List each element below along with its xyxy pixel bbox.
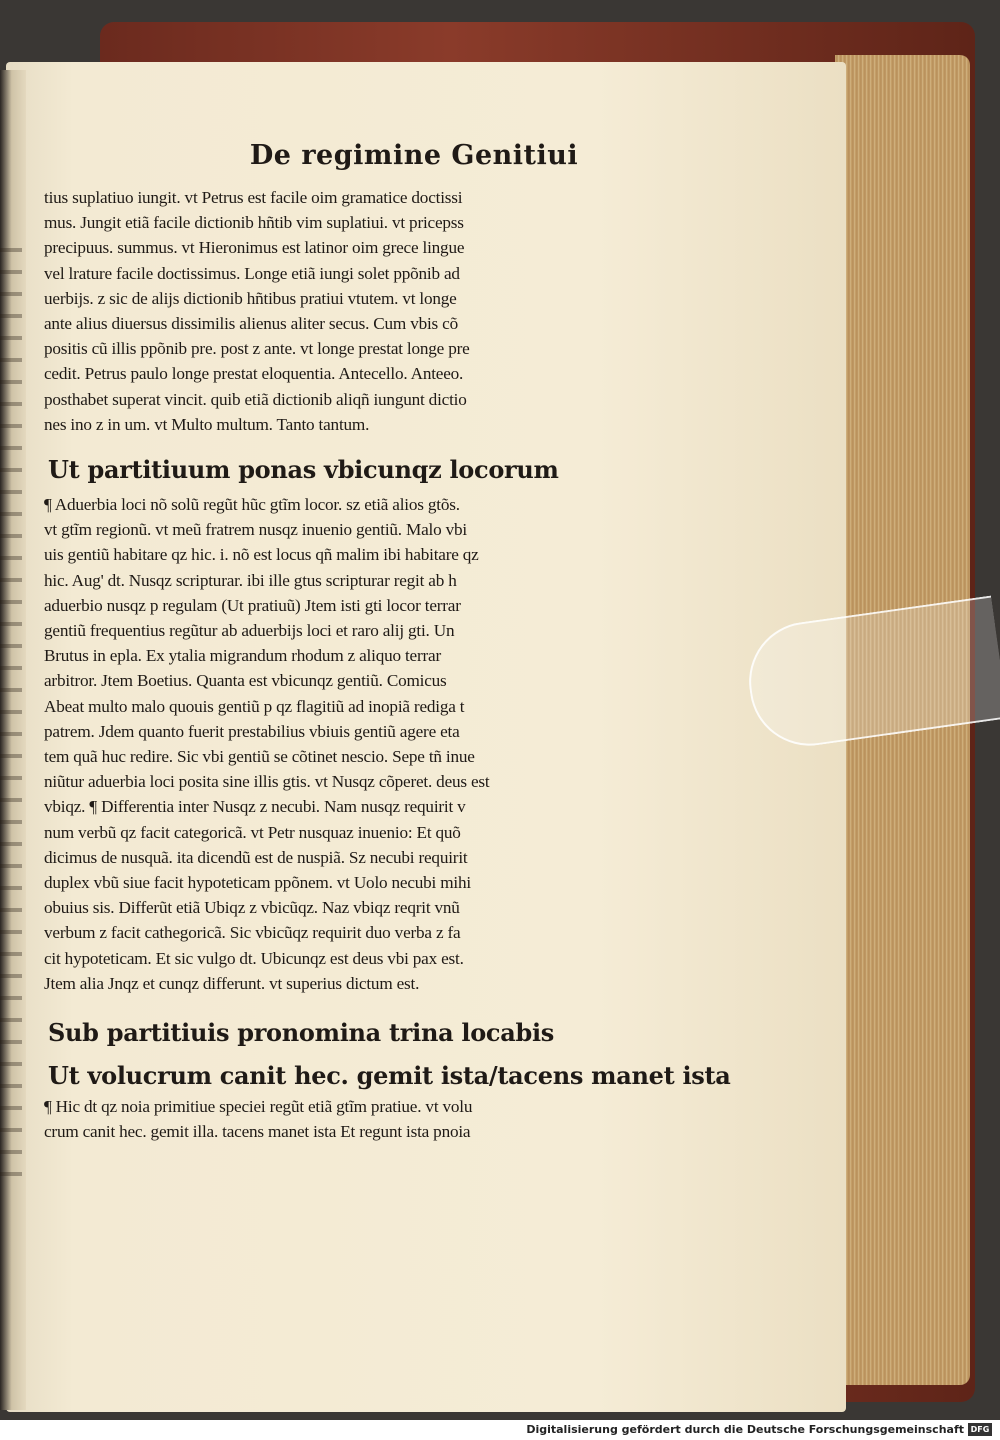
- section-heading-2: Sub partitiuis pronomina trina locabis: [48, 1018, 554, 1048]
- text-line: vt gtĩm regionũ. vt meũ fratrem nusqz inuenio gentiũ. Malo vbi: [44, 520, 467, 540]
- text-line: crum canit hec. gemit illa. tacens manet ista Et regunt ista pnoia: [44, 1122, 471, 1142]
- paragraph-3: [44, 1094, 664, 1144]
- text-line: cedit. Petrus paulo longe prestat eloquentia. Antecello. Anteeo.: [44, 364, 464, 384]
- dfg-logo: DFG: [968, 1423, 992, 1436]
- left-page-text-bleed: [0, 230, 22, 1180]
- text-line: num verbũ qz facit categoricã. vt Petr nusquaz inuenio: Et quõ: [44, 822, 461, 842]
- text-line: tem quã huc redire. Sic vbi gentiũ se cõtinet nescio. Sepe tñ inue: [44, 747, 475, 767]
- text-line: nes ino z in um. vt Multo multum. Tanto tantum.: [44, 414, 370, 434]
- text-line: vel lrature facile doctissimus. Longe etiã iungi solet ppõnib ad: [44, 263, 460, 283]
- text-line: precipuus. summus. vt Hieronimus est latinor oim grece lingue: [44, 238, 465, 258]
- text-line: niũtur aduerbia loci posita sine illis gtis. vt Nusqz cõperet. deus est: [44, 772, 490, 792]
- text-line: mus. Jungit etiã facile dictionib hñtib vim suplatiui. vt pricepss: [44, 213, 464, 233]
- text-line: vbiqz. ¶ Differentia inter Nusqz z necubi. Nam nusqz requirit v: [44, 797, 466, 817]
- text-line: positis cũ illis ppõnib pre. post z ante. vt longe prestat longe pre: [44, 339, 470, 359]
- text-line: Jtem alia Jnqz et cunqz differunt. vt superius dictum est.: [44, 973, 420, 993]
- paragraph-2: [44, 492, 664, 996]
- section-heading-3: Ut volucrum canit hec. gemit ista/tacens manet ista: [48, 1061, 731, 1091]
- text-line: ¶ Aduerbia loci nõ solũ regũt hũc gtĩm locor. sz etiã alios gtõs.: [44, 495, 460, 515]
- text-line: aduerbio nusqz p regulam (Ut pratiuũ) Jtem isti gti locor terrar: [44, 595, 461, 615]
- text-line: dicimus de nusquã. ita dicendũ est de nuspiã. Sz necubi requirit: [44, 847, 468, 867]
- text-line: cit hypoteticam. Et sic vulgo dt. Ubicunqz est deus vbi pax est.: [44, 948, 464, 968]
- running-head: De regimine Genitiui: [249, 140, 579, 171]
- text-line: verbum z facit cathegoricã. Sic vbicũqz requirit duo verba z fa: [44, 923, 461, 943]
- text-block: [44, 140, 731, 1145]
- text-line: uerbijs. z sic de alijs dictionib hñtibus pratiui vtutem. vt longe: [44, 288, 457, 308]
- text-line: uis gentiũ habitare qz hic. i. nõ est locus qñ malim ibi habitare qz: [44, 545, 479, 565]
- section-heading-1: Ut partitiuum ponas vbicunqz locorum: [48, 455, 559, 485]
- text-line: patrem. Jdem quanto fuerit prestabilius vbiuis gentiũ agere eta: [44, 721, 460, 741]
- text-line: duplex vbũ siue facit hypoteticam ppõnem. vt Uolo necubi mihi: [44, 873, 471, 893]
- text-line: arbitror. Jtem Boetius. Quanta est vbicunqz gentiũ. Comicus: [44, 671, 447, 691]
- text-line: Abeat multo malo quouis gentiũ p qz flagitiũ ad inopiã rediga t: [44, 696, 465, 716]
- text-line: posthabet superat vincit. quib etiã dictionib aliqñ iungunt dictio: [44, 389, 467, 409]
- text-line: gentiũ frequentius regũtur ab aduerbijs loci et raro alij gti. Un: [44, 621, 455, 641]
- paragraph-1: [44, 185, 664, 437]
- text-line: Brutus in epla. Ex ytalia migrandum rhodum z aliquo terrar: [44, 646, 441, 666]
- text-line: tius suplatiuo iungit. vt Petrus est facile oim gramatice doctissi: [44, 188, 463, 207]
- text-line: ¶ Hic dt qz noia primitiue speciei regũt etiã gtĩm pratiue. vt volu: [44, 1097, 473, 1117]
- footer-credit: Digitalisierung gefördert durch die Deutsche Forschungsgemeinschaft: [526, 1423, 964, 1436]
- footer-bar: [0, 1420, 1000, 1440]
- text-line: hic. Aug' dt. Nusqz scripturar. ibi ille gtus scripturar regit ab h: [44, 570, 457, 590]
- text-line: obuius sis. Differũt etiã Ubiqz z vbicũqz. Naz vbiqz reqrit vnũ: [44, 898, 460, 918]
- text-line: ante alius diuersus dissimilis alienus aliter secus. Cum vbis cõ: [44, 314, 458, 334]
